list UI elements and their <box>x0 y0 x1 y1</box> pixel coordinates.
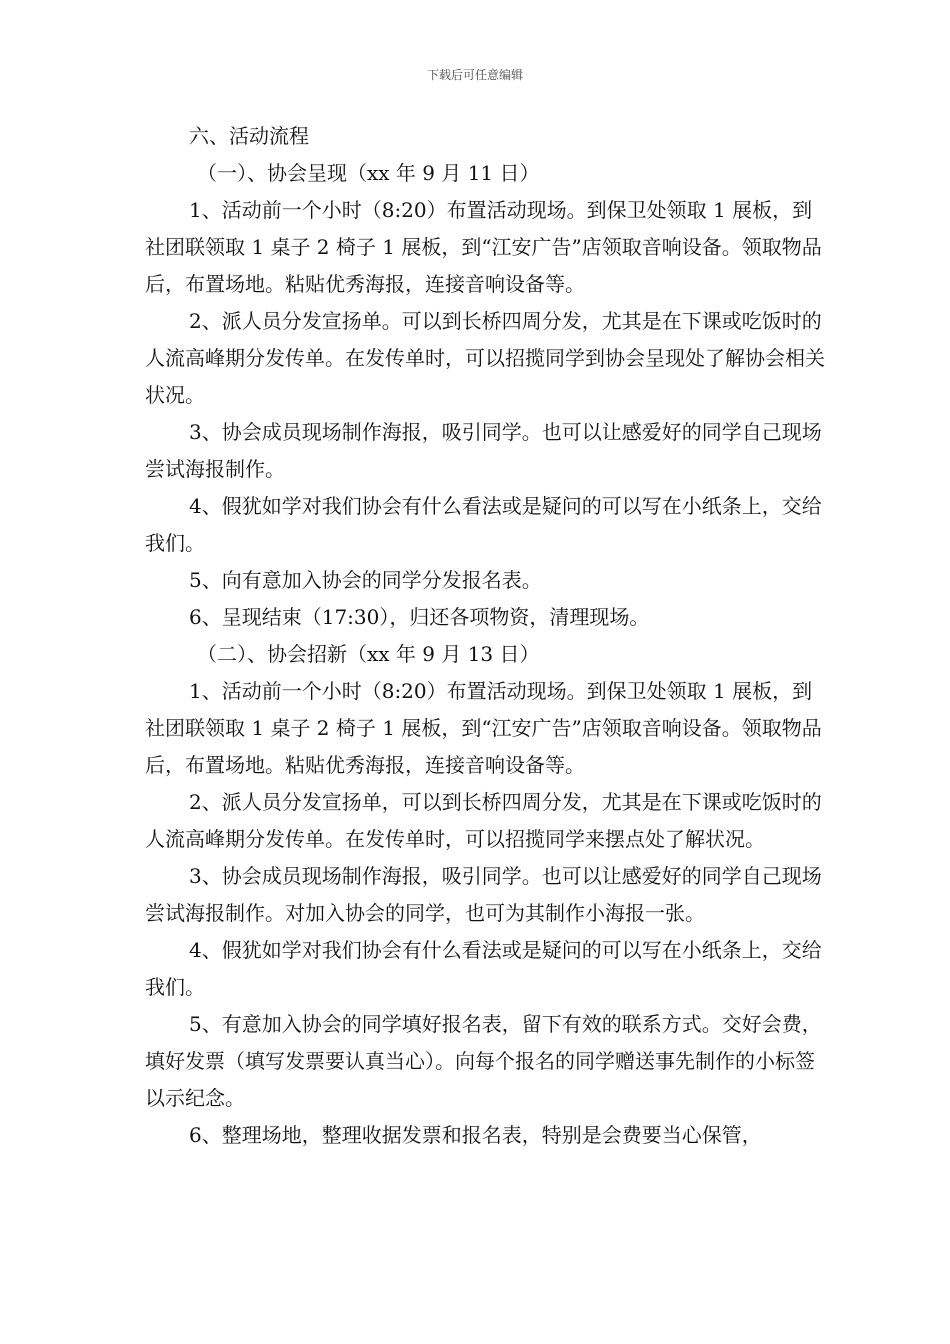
page-header: 下载后可任意编辑 <box>426 68 523 82</box>
section-title: 六、活动流程 <box>189 124 309 148</box>
part1-item-5: 5、向有意加入协会的同学分发报名表。 <box>189 568 542 592</box>
part1-item-4: 4、假犹如学对我们协会有什么看法或是疑问的可以写在小纸条上，交给我们。 <box>145 494 822 555</box>
part1-item-1: 1、活动前一个小时（8:20）布置活动现场。到保卫处领取 1 展板，到社团联领取 1 桌子 2 椅子 1 展板，到“江安广告”店领取音响设备。领取物品后，布置场地。粘贴优秀海报，连接音响设备等。 <box>145 198 822 296</box>
part2-item-4: 4、假犹如学对我们协会有什么看法或是疑问的可以写在小纸条上，交给我们。 <box>145 938 822 999</box>
part1-item-3: 3、协会成员现场制作海报，吸引同学。也可以让感爱好的同学自己现场尝试海报制作。 <box>145 420 822 481</box>
part2-item-5: 5、有意加入协会的同学填好报名表，留下有效的联系方式。交好会费，填好发票（填写发票要认真当心）。向每个报名的同学赠送事先制作的小标签以示纪念。 <box>145 1012 822 1110</box>
document-body <box>145 118 825 1154</box>
part2-item-3: 3、协会成员现场制作海报，吸引同学。也可以让感爱好的同学自己现场尝试海报制作。对加入协会的同学，也可为其制作小海报一张。 <box>145 864 822 925</box>
part2-item-6: 6、整理场地，整理收据发票和报名表，特别是会费要当心保管， <box>189 1123 762 1147</box>
part1-item-6: 6、呈现结束（17:30），归还各项物资，清理现场。 <box>189 605 650 629</box>
part2-item-1: 1、活动前一个小时（8:20）布置活动现场。到保卫处领取 1 展板，到社团联领取 1 桌子 2 椅子 1 展板，到“江安广告”店领取音响设备。领取物品后，布置场地。粘贴优秀海报，连接音响设备等。 <box>145 679 822 777</box>
part1-item-2: 2、派人员分发宣扬单。可以到长桥四周分发，尤其是在下课或吃饭时的人流高峰期分发传单。在发传单时，可以招揽同学到协会呈现处了解协会相关状况。 <box>145 309 825 407</box>
part1-title: （一）、协会呈现（xx 年 9 月 11 日） <box>197 161 540 185</box>
part2-item-2: 2、派人员分发宣扬单，可以到长桥四周分发，尤其是在下课或吃饭时的人流高峰期分发传单。在发传单时，可以招揽同学来摆点处了解状况。 <box>145 790 822 851</box>
part2-title: （二）、协会招新（xx 年 9 月 13 日） <box>197 642 540 666</box>
